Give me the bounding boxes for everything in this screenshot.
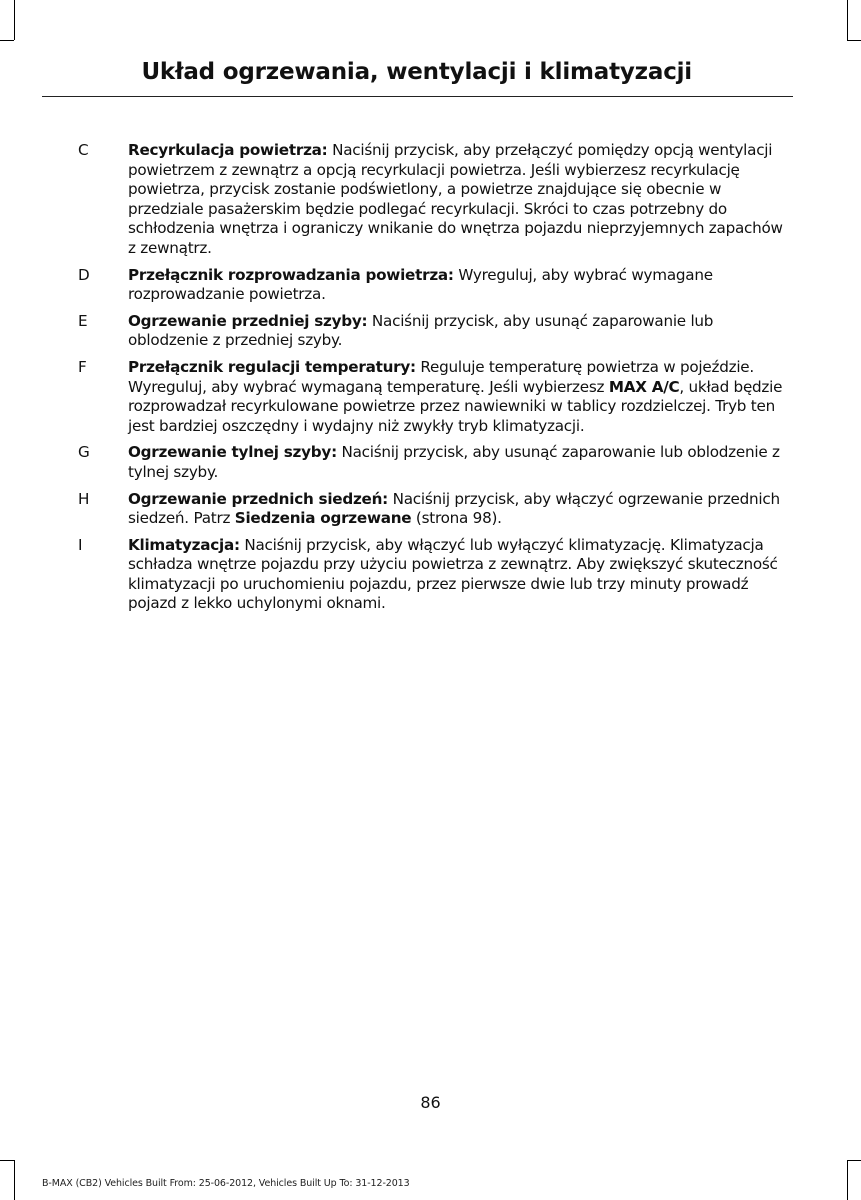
item-letter: I [78,535,83,554]
item-text: Naciśnij przycisk, aby włączyć lub wyłączyć klimatyzację. Klimatyzacja schładza wnętrze pojazdu przy użyciu powietrza z zewnątrz. Aby zwiększyć skuteczność klimatyzacji po uruchomieniu pojazdu, przez pierwsze dwie lub trzy minuty prowadź pojazd z lekko uchylonymi oknami. [128,535,778,613]
document-footer: B-MAX (CB2) Vehicles Built From: 25-06-2012, Vehicles Built Up To: 31-12-2013 [42,1178,410,1189]
crop-mark [14,0,15,40]
item-letter: H [78,489,90,508]
crop-mark [847,1160,848,1200]
item-letter: G [78,443,90,462]
list-item-d [42,266,793,305]
item-text: Naciśnij przycisk, aby włączyć ogrzewanie przednich siedzeń. Patrz [128,489,780,528]
list-item-e [42,312,793,351]
item-term: Ogrzewanie przednich siedzeń: [128,489,388,508]
crop-mark [847,1160,861,1161]
item-description [128,358,793,436]
item-text: , układ będzie rozprowadzał recyrkulowane powietrze przez nawiewniki w tablicy rozdzielczej. Tryb ten jest bardziej oszczędny i wydajny niż zwykły tryb klimatyzacji. [128,377,783,435]
cross-reference-link[interactable]: Siedzenia ogrzewane [234,509,412,528]
crop-mark [0,1160,14,1161]
max-ac-label: MAX A/C [608,377,680,396]
item-letter: E [78,311,88,330]
item-text: Reguluje temperaturę powietrza w pojeździe. Wyreguluj, aby wybrać wymaganą temperaturę. Jeśli wybierzesz [128,357,754,396]
item-description [128,141,793,259]
item-description [128,536,793,614]
item-description [128,312,793,351]
control-descriptions-list [42,141,793,621]
list-item-c [42,141,793,259]
item-term: Ogrzewanie przedniej szyby: [128,311,368,330]
list-item-h [42,490,793,529]
item-text: Wyreguluj, aby wybrać wymagane rozprowadzanie powietrza. [128,265,713,304]
list-item-f [42,358,793,436]
item-description [128,266,793,305]
item-description [128,443,793,482]
item-letter: D [78,265,90,284]
item-term: Recyrkulacja powietrza: [128,141,328,159]
item-term: Przełącznik regulacji temperatury: [128,357,416,376]
list-item-g [42,443,793,482]
item-text: Naciśnij przycisk, aby usunąć zaparowanie lub oblodzenie z tylnej szyby. [128,443,780,481]
item-description [128,490,793,529]
item-letter: C [78,141,89,159]
list-item-i [42,536,793,614]
crop-mark [847,40,861,41]
item-letter: F [78,357,87,376]
page-title: Układ ogrzewania, wentylacji i klimatyzacji [141,59,692,85]
title-divider [42,96,793,97]
crop-mark [847,0,848,40]
item-text: Naciśnij przycisk, aby przełączyć pomiędzy opcją wentylacji powietrzem z zewnątrz a opcją recyrkulacji powietrza. Jeśli wybierzesz recyrkulację powietrza, przycisk zostanie podświetlony, a powietrze znajdujące się obecnie w przedziale pasażerskim będzie podlegać recyrkulacji. Skróci to czas potrzebny do schłodzenia wnętrza i ograniczy wnikanie do wnętrza pojazdu nieprzyjemnych zapachów z zewnątrz. [128,141,783,257]
item-term: Klimatyzacja: [128,535,240,554]
item-term: Przełącznik rozprowadzania powietrza: [128,265,454,284]
crop-mark [0,40,14,41]
item-text: (strona 98). [411,509,502,528]
page-number: 86 [420,1093,441,1112]
crop-mark [14,1160,15,1200]
item-text: Naciśnij przycisk, aby usunąć zaparowanie lub oblodzenie z przedniej szyby. [128,311,714,350]
item-term: Ogrzewanie tylnej szyby: [128,443,337,462]
